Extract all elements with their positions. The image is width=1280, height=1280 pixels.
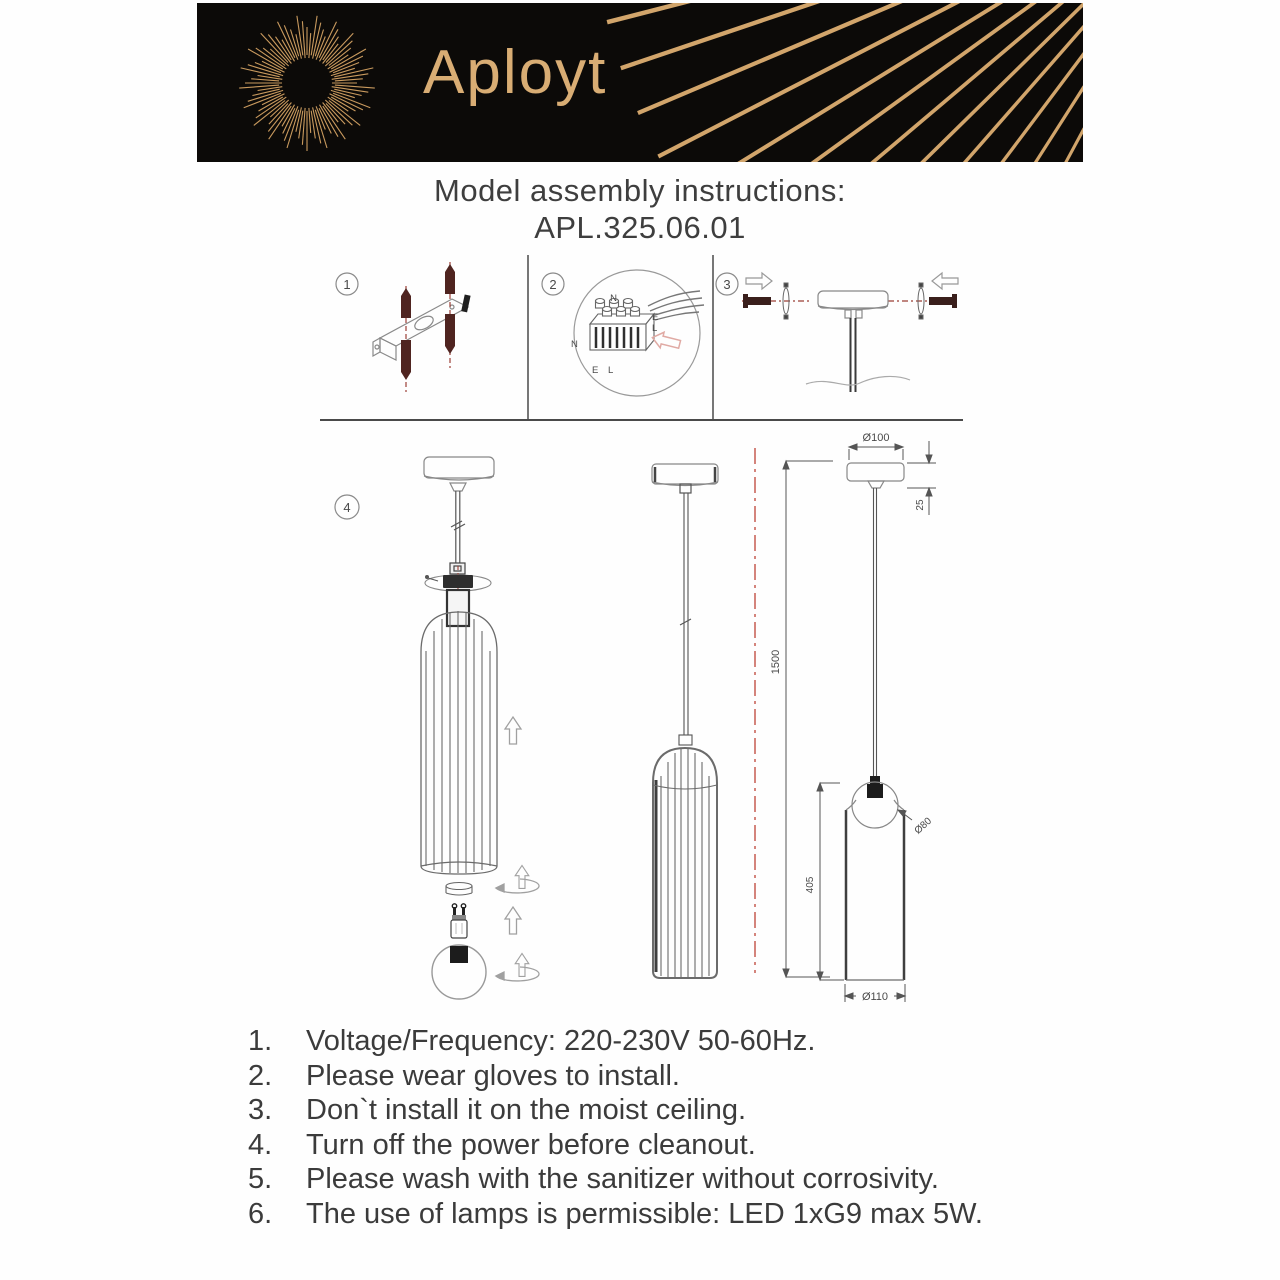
item-number: 1. (248, 1025, 273, 1057)
list-item (248, 1024, 1108, 1059)
step3-badge (716, 273, 738, 295)
step3-label: 3 (723, 277, 731, 292)
list-item (248, 1128, 1108, 1163)
canopy-mounting-diagram (742, 273, 958, 392)
mounting-screw-left (743, 294, 771, 308)
dim-cable (874, 488, 877, 783)
item-number: 6. (248, 1197, 273, 1230)
push-arrow-left (746, 273, 772, 289)
step2-label: 2 (549, 277, 557, 292)
dim-ball (852, 776, 898, 828)
g9-bulb (451, 904, 467, 938)
retaining-ring (446, 883, 472, 896)
wire-label-n-top: N (610, 293, 617, 304)
dim-canopy-height (907, 441, 936, 515)
wiring-magnifier (571, 270, 704, 396)
wire-label-e-bottom: E (592, 365, 599, 376)
list-item (248, 1059, 1108, 1094)
mounting-screw-right (929, 294, 957, 308)
item-text: Turn off the power before cleanout. (306, 1128, 756, 1161)
side-rod (680, 493, 691, 735)
step4-label: 4 (343, 500, 351, 515)
assembly-arrows (496, 717, 539, 981)
wire-label-l-right: L (652, 323, 658, 334)
brand-rays (597, 3, 1083, 162)
dim-cylinder (846, 800, 904, 980)
instructions-list (248, 1024, 1108, 1231)
item-text: The use of lamps is permissible: LED 1xG9 max 5W. (306, 1197, 983, 1230)
title-block (0, 172, 1280, 246)
suspension-cable (451, 491, 465, 563)
brand-name: Aployt (423, 38, 608, 107)
dim-shade-height (805, 783, 844, 980)
item-text: Please wash with the sanitizer without corrosivity. (306, 1163, 939, 1195)
item-number: 4. (248, 1128, 273, 1161)
dimension-view (770, 432, 936, 1003)
step1-badge (336, 273, 358, 295)
brand-logo-starburst (239, 16, 375, 151)
fluted-shade (421, 611, 497, 874)
exploded-view (421, 457, 539, 999)
svg-text:Ø80: Ø80 (912, 815, 935, 837)
list-item (248, 1162, 1108, 1197)
svg-text:Ø110: Ø110 (861, 991, 889, 1003)
hanging-rod (851, 318, 856, 392)
item-text: Voltage/Frequency: 220-230V 50-60Hz. (306, 1025, 816, 1057)
dim-shade-diameter (845, 984, 905, 1003)
bracket-diagram (373, 295, 471, 360)
wire-label-e-right: E (652, 312, 659, 323)
item-text: Please wear gloves to install. (306, 1059, 680, 1092)
step1-label: 1 (343, 277, 351, 292)
dim-overall-height (770, 461, 833, 977)
side-shade (653, 748, 717, 978)
assembly-diagram (0, 250, 1280, 1020)
item-number: 5. (248, 1163, 273, 1195)
glass-ball (432, 945, 486, 999)
push-arrow-right (932, 273, 958, 289)
svg-text:25: 25 (915, 499, 926, 511)
terminal-block (590, 299, 654, 351)
banner-decor (197, 3, 1083, 162)
model-code: APL.325.06.01 (534, 210, 746, 245)
twist-arrow (496, 865, 539, 892)
page-title: Model assembly instructions: (434, 173, 846, 208)
item-text: Don`t install it on the moist ceiling. (306, 1094, 747, 1126)
step4-badge (335, 495, 359, 519)
svg-text:405: 405 (805, 876, 816, 894)
twist-arrow (496, 953, 539, 980)
wire-label-l-bottom: L (608, 365, 614, 376)
ceiling-canopy (818, 291, 888, 318)
step2-badge (542, 273, 564, 295)
side-view (652, 464, 718, 978)
side-connector (679, 735, 692, 745)
brand-banner (197, 3, 1083, 162)
dim-canopy (847, 463, 904, 488)
item-number: 2. (248, 1059, 273, 1092)
wire-label-n-left: N (571, 339, 578, 350)
list-item (248, 1197, 1108, 1232)
list-item (248, 1093, 1108, 1128)
svg-text:1500: 1500 (770, 649, 782, 675)
side-canopy (652, 464, 718, 493)
svg-text:Ø100: Ø100 (862, 432, 890, 444)
item-number: 3. (248, 1094, 273, 1126)
exploded-canopy (424, 457, 494, 491)
dim-canopy-diameter (849, 432, 903, 460)
ceiling-wave (806, 376, 910, 385)
